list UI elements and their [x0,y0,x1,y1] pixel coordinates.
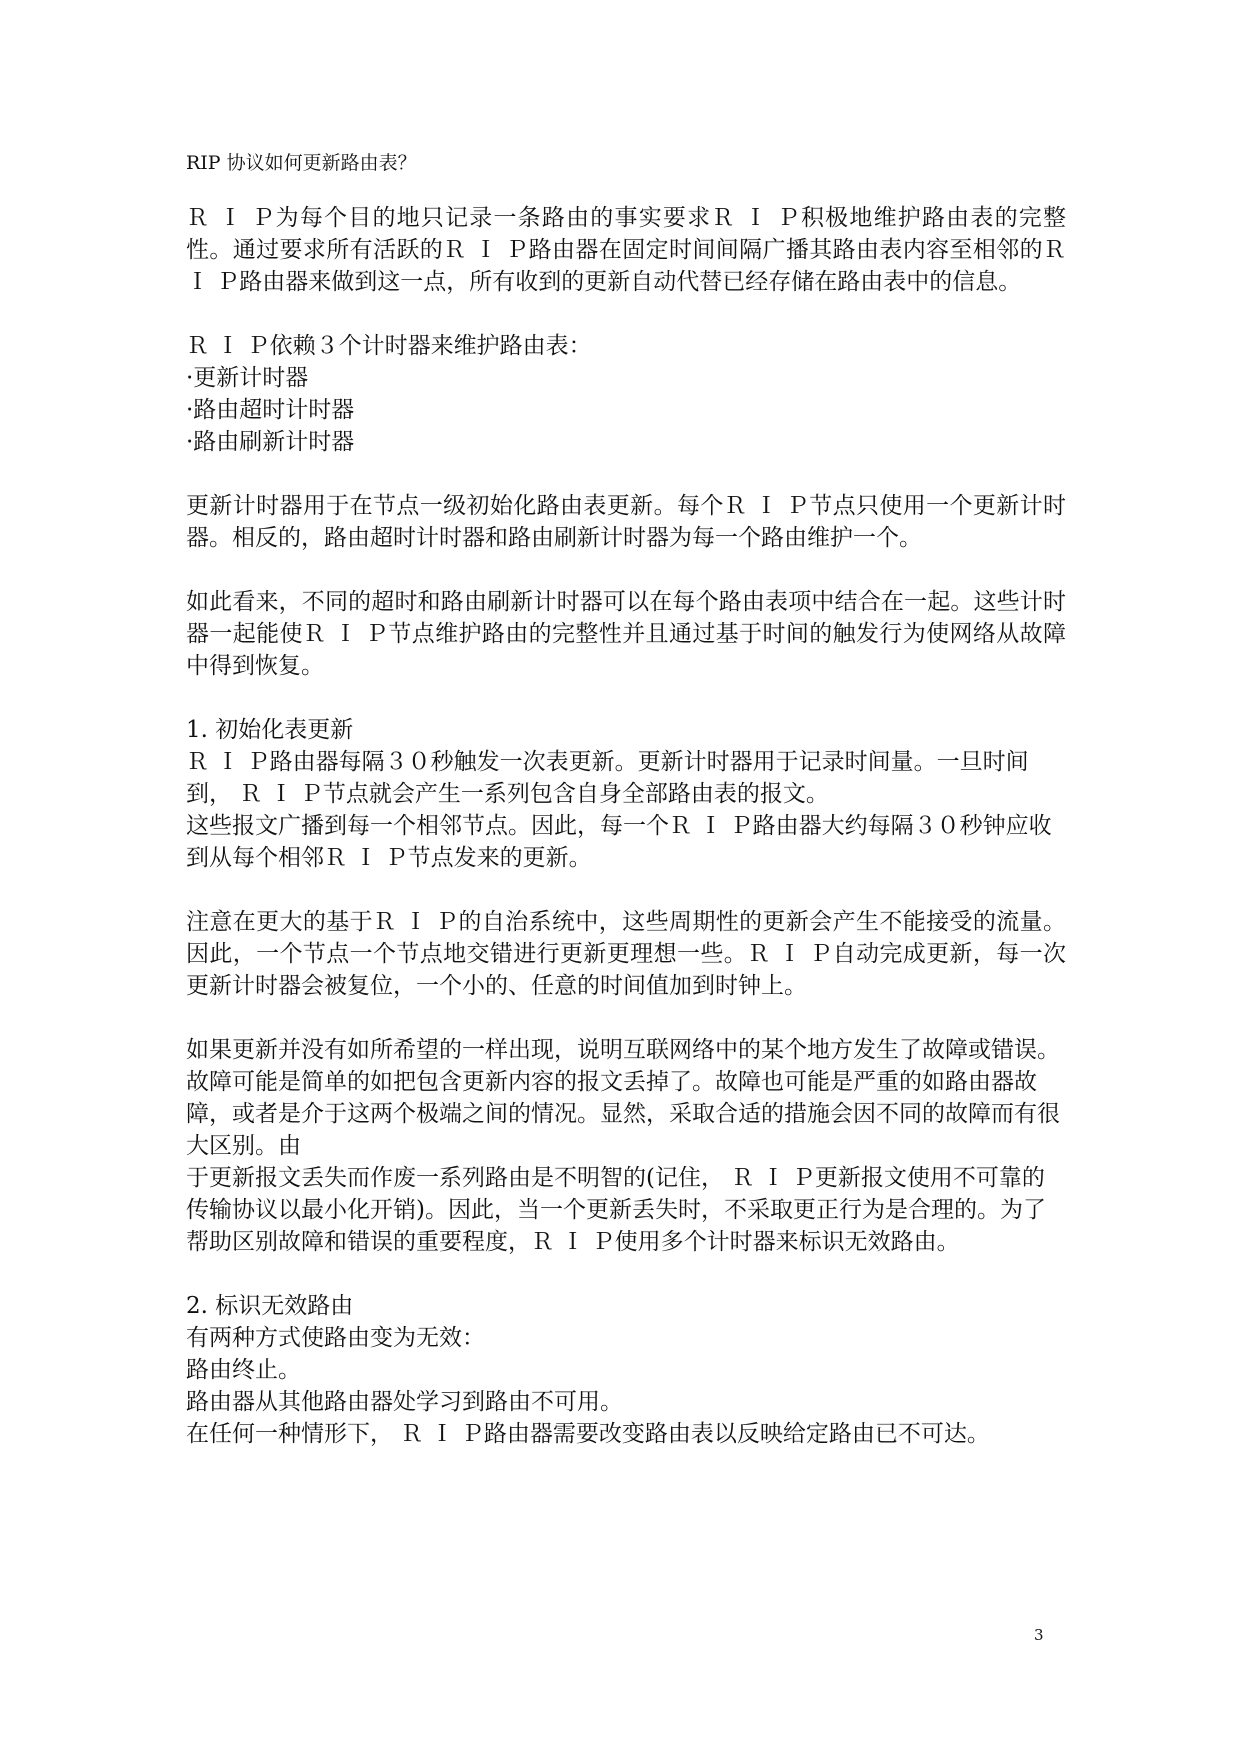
bullet-flush-timer: ·路由刷新计时器 [186,429,355,455]
timers-intro: Ｒ Ｉ Ｐ依赖３个计时器来维护路由表： [186,333,592,359]
timers-block [186,330,1066,458]
section-2-line-2: 路由终止。 [186,1357,301,1383]
failures-text-b: 于更新报文丢失而作废一系列路由是不明智的(记住， Ｒ Ｉ Ｐ更新报文使用不可靠的传输协议以最小化开销)。因此，当一个更新丢失时，不采取更正行为是合理的。为了帮助区别故障和错误的重要程度，Ｒ Ｉ Ｐ使用多个计时器来标识无效路由。 [186,1165,1046,1255]
section-1-text-b: 这些报文广播到每一个相邻节点。因此，每一个Ｒ Ｉ Ｐ路由器大约每隔３０秒钟应收到从每个相邻Ｒ Ｉ Ｐ节点发来的更新。 [186,813,1052,871]
bullet-timeout-timer: ·路由超时计时器 [186,397,355,423]
paragraph-autonomous-system: 注意在更大的基于Ｒ Ｉ Ｐ的自治系统中，这些周期性的更新会产生不能接受的流量。因此，一个节点一个节点地交错进行更新更理想一些。Ｒ Ｉ Ｐ自动完成更新，每一次更新计时器会被复位，一个小的、任意的时间值加到时钟上。 [186,909,1066,999]
document-body [186,150,1066,1482]
page-number: 3 [1034,1626,1044,1644]
bullet-update-timer: ·更新计时器 [186,365,309,391]
section-1 [186,714,1066,874]
paragraph-timer-combination: 如此看来，不同的超时和路由刷新计时器可以在每个路由表项中结合在一起。这些计时器一起能使Ｒ Ｉ Ｐ节点维护路由的完整性并且通过基于时间的触发行为使网络从故障中得到恢复。 [186,589,1066,679]
section-2-line-3: 路由器从其他路由器处学习到路由不可用。 [186,1389,623,1415]
section-2-heading: 2. 标识无效路由 [186,1293,354,1319]
section-1-text-a: Ｒ Ｉ Ｐ路由器每隔３０秒触发一次表更新。更新计时器用于记录时间量。一旦时间到， Ｒ Ｉ Ｐ节点就会产生一系列包含自身全部路由表的报文。 [186,749,1029,807]
section-2 [186,1290,1066,1450]
paragraph-failures [186,1034,1066,1258]
paragraph-update-timer: 更新计时器用于在节点一级初始化路由表更新。每个Ｒ Ｉ Ｐ节点只使用一个更新计时器。相反的，路由超时计时器和路由刷新计时器为每一个路由维护一个。 [186,493,1066,551]
section-1-heading: 1. 初始化表更新 [186,717,354,743]
failures-text-a: 如果更新并没有如所希望的一样出现，说明互联网络中的某个地方发生了故障或错误。故障可能是简单的如把包含更新内容的报文丢掉了。故障也可能是严重的如路由器故障，或者是介于这两个极端之间的情况。显然，采取合适的措施会因不同的故障而有很大区别。由 [186,1037,1060,1159]
paragraph-rip-integrity: Ｒ Ｉ Ｐ为每个目的地只记录一条路由的事实要求Ｒ Ｉ Ｐ积极地维护路由表的完整性。通过要求所有活跃的Ｒ Ｉ Ｐ路由器在固定时间间隔广播其路由表内容至相邻的Ｒ Ｉ Ｐ路由器来做到这一点，所有收到的更新自动代替已经存储在路由表中的信息。 [186,205,1066,295]
document-title: RIP 协议如何更新路由表？ [186,152,417,174]
section-2-line-1: 有两种方式使路由变为无效： [186,1325,485,1351]
section-2-line-4: 在任何一种情形下， Ｒ Ｉ Ｐ路由器需要改变路由表以反映给定路由已不可达。 [186,1421,990,1447]
